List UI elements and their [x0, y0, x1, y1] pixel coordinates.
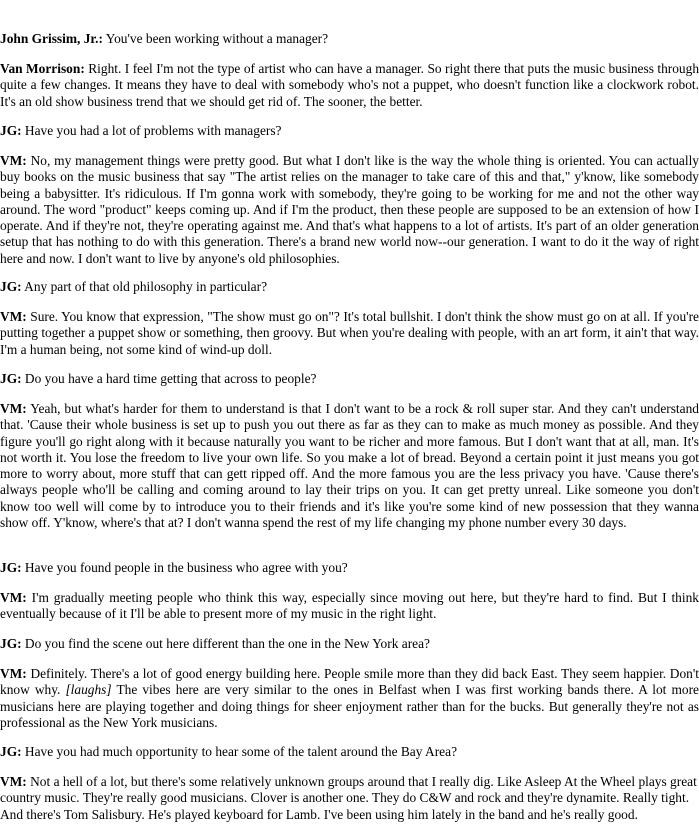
speaker-label: JG: [0, 279, 22, 294]
speaker-label: JG: [0, 744, 22, 759]
speaker-label: Van Morrison: [0, 61, 85, 76]
speaker-label: JG: [0, 371, 22, 386]
interview-paragraph-answer [0, 309, 699, 358]
paragraph-text: Right. I feel I'm not the type of artist who can have a manager. So right there that puts the music business through quite a few changes. It means they have to deal with somebody who's not a puppet, who doesn't function like a clockwork robot. It's an old show business trend that we should get rid of. The sooner, the better. [0, 61, 699, 109]
paragraph-text: You've been working without a manager? [102, 31, 329, 46]
interview-paragraph-answer [0, 590, 699, 623]
speaker-label: VM: [0, 401, 27, 416]
speaker-label: JG: [0, 560, 22, 575]
speaker-label: VM: [0, 666, 27, 681]
speaker-label: VM: [0, 590, 27, 605]
paragraph-text: Have you had much opportunity to hear some of the talent around the Bay Area? [21, 744, 458, 759]
stage-direction: [laughs] [65, 682, 112, 698]
paragraph-text: Any part of that old philosophy in particular? [21, 279, 268, 294]
interview-paragraph-question [0, 31, 699, 47]
paragraph-text: Have you found people in the business who agree with you? [21, 560, 348, 575]
interview-paragraph-question [0, 123, 699, 139]
paragraph-text: Not a hell of a lot, but there's some relatively unknown groups around that I really dig. Like Asleep At the Wheel plays great country music. They're really good musicians. Clover is another one. They do C&W and rock and they're dynamite. Really tight. And there's Tom Salisbury. He's played keyboard for Lamb. I've been using him lately in the band and he's really good. [0, 774, 697, 822]
interview-paragraph-answer [0, 61, 699, 110]
interview-paragraph-answer [0, 401, 699, 531]
interview-paragraph-question [0, 371, 699, 387]
speaker-label: VM: [0, 153, 27, 168]
paragraph-text: The vibes here are very similar to the ones in Belfast when I was first working bands there. A lot more musicians here are playing together and doing things for sheer enjoyment rather than for the bucks. But generally they're not as professional as the New York musicians. [0, 682, 699, 730]
paragraph-text: Yeah, but what's harder for them to understand is that I don't want to be a rock & roll super star. And they can't understand that. 'Cause their whole business is set up to push you out there as far as they can to make as much money as possible. And they figure you'll go right along with it because naturally you want to be richer and more famous. But I don't want that at all, man. It's not worth it. You lose the freedom to live your own life. So you make a lot of bread. Beyond a certain point it just means you got more to worry about, more stuff that can gett ripped off. And the more famous you are the less privacy you have. 'Cause there's always people who'll be calling and coming around to lay their trips on you. It can get pretty unreal. Like someone you don't know too well will come by to introduce you to their friends and it's like you're some kind of new possession that they wanna show off. Y'know, where's that at? I don't wanna spend the rest of my life changing my phone number every 30 days. [0, 401, 699, 531]
speaker-label: JG: [0, 636, 22, 651]
interview-paragraph-question [0, 744, 699, 760]
speaker-label: VM: [0, 774, 27, 789]
interview-paragraph-answer [0, 153, 699, 267]
paragraph-text: Have you had a lot of problems with managers? [21, 123, 282, 138]
interview-paragraph-answer [0, 774, 699, 823]
interview-paragraph-question [0, 636, 699, 652]
speaker-label: JG: [0, 123, 22, 138]
paragraph-text: Do you have a hard time getting that across to people? [21, 371, 317, 386]
speaker-label: John Grissim, Jr.: [0, 31, 103, 46]
interview-paragraph-answer [0, 666, 699, 731]
speaker-label: VM: [0, 309, 27, 324]
interview-paragraph-question [0, 560, 699, 576]
paragraph-text: Sure. You know that expression, "The show must go on"? It's total bullshit. I don't think the show must go on at all. If you're putting together a puppet show or something, then groovy. But when you're dealing with people, with an art form, it ain't that way. I'm a human being, not some kind of wind-up doll. [0, 309, 699, 357]
paragraph-text: No, my management things were pretty good. But what I don't like is the way the whole thing is oriented. You can actually buy books on the music business that say "The artist relies on the manager to take care of this and that," y'know, like somebody being a babysitter. It's ridiculous. If I'm gonna work with somebody, they're going to be working for me and not the other way around. The word "product" keeps coming up. And if I'm the product, then these people are supposed to be an extension of how I operate. And if they're not, they're operating against me. And that's what happens to a lot of artists. It's part of an older generation setup that has nothing to do with this generation. There's a brand new world now--our generation. I want to do it the way of right here and now. I don't want to live by anyone's old philosophies. [0, 153, 699, 266]
interview-paragraph-question [0, 279, 699, 295]
paragraph-text: Definitely. There's a lot of good energy building here. People smile more than they did back East. They seem happier. Don't know why. [0, 666, 699, 698]
paragraph-text: I'm gradually meeting people who think this way, especially since moving out here, but they're hard to find. But I think eventually because of it I'll be able to present more of my music in the right light. [0, 590, 699, 622]
paragraph-text: Do you find the scene out here different than the one in the New York area? [21, 636, 430, 651]
